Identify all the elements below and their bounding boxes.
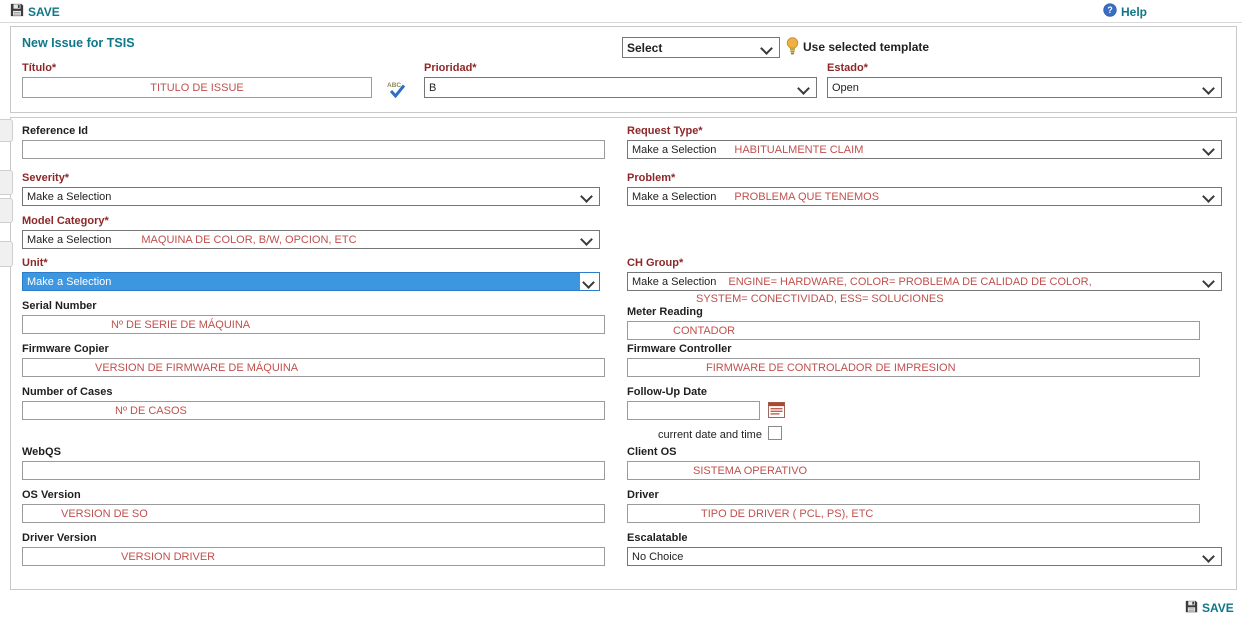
follow-up-date-label: Follow-Up Date (627, 386, 708, 398)
reference-id-label: Reference Id (22, 125, 89, 137)
save-button-top[interactable] (10, 3, 60, 20)
save-button-bottom[interactable] (1185, 600, 1234, 616)
use-template-label[interactable]: Use selected template (803, 40, 930, 54)
titulo-input[interactable]: TITULO DE ISSUE (22, 77, 372, 98)
field-firmware-copier (22, 343, 605, 377)
chevron-down-icon (797, 82, 810, 95)
titulo-label: Título* (22, 62, 57, 74)
ch-group-select[interactable]: Make a Selection ENGINE= HARDWARE, COLOR= PROBLEMA DE CALIDAD DE COLOR, (627, 272, 1222, 291)
client-os-label: Client OS (627, 446, 677, 458)
calendar-icon[interactable] (768, 401, 785, 422)
save-button-label: SAVE (1202, 601, 1234, 615)
save-button-label: SAVE (28, 4, 60, 19)
estado-select[interactable]: Open (827, 77, 1222, 98)
left-edge-tab (0, 170, 13, 195)
field-follow-up-date (627, 386, 760, 420)
chevron-down-icon (1202, 143, 1215, 156)
os-version-label: OS Version (22, 489, 81, 501)
field-firmware-controller (627, 343, 1200, 377)
chevron-down-icon (582, 276, 595, 289)
os-version-input[interactable]: VERSION DE SO (22, 504, 605, 523)
current-date-time-checkbox[interactable] (768, 426, 782, 440)
field-prioridad (424, 62, 817, 98)
problem-label: Problem* (627, 172, 676, 184)
prioridad-label: Prioridad* (424, 62, 477, 74)
field-ch-group (627, 257, 1222, 291)
svg-text:?: ? (1107, 5, 1113, 16)
template-bulb-icon[interactable] (786, 37, 799, 59)
escalatable-select[interactable]: No Choice (627, 547, 1222, 566)
firmware-controller-label: Firmware Controller (627, 343, 732, 355)
field-model-category (22, 215, 600, 249)
driver-input[interactable]: TIPO DE DRIVER ( PCL, PS), ETC (627, 504, 1200, 523)
model-category-label: Model Category* (22, 215, 109, 227)
field-os-version (22, 489, 605, 523)
current-date-time-label: current date and time (658, 429, 762, 441)
field-reference-id (22, 125, 605, 159)
field-driver-version (22, 532, 605, 566)
page-title: New Issue for TSIS (22, 36, 135, 50)
select-dropdown-button[interactable] (580, 273, 599, 290)
field-escalatable (627, 532, 1222, 566)
svg-text:ABC: ABC (387, 82, 402, 89)
field-meter-reading (627, 306, 1200, 340)
unit-label: Unit* (22, 257, 48, 269)
ch-group-annotation: ENGINE= HARDWARE, COLOR= PROBLEMA DE CALIDAD DE COLOR, (728, 275, 1092, 288)
reference-id-input[interactable] (22, 140, 605, 159)
webqs-label: WebQS (22, 446, 61, 458)
severity-label: Severity* (22, 172, 70, 184)
model-category-select[interactable]: Make a Selection MAQUINA DE COLOR, B/W, OPCION, ETC (22, 230, 600, 249)
field-client-os (627, 446, 1200, 480)
prioridad-select[interactable]: B (424, 77, 817, 98)
chevron-down-icon (1202, 82, 1215, 95)
request-type-annotation: HABITUALMENTE CLAIM (734, 143, 864, 156)
ch-group-label: CH Group* (627, 257, 684, 269)
save-floppy-icon (1185, 600, 1198, 616)
problem-annotation: PROBLEMA QUE TENEMOS (734, 190, 880, 203)
driver-label: Driver (627, 489, 659, 501)
driver-version-input[interactable]: VERSION DRIVER (22, 547, 605, 566)
number-of-cases-input[interactable]: Nº DE CASOS (22, 401, 605, 420)
meter-reading-input[interactable]: CONTADOR (627, 321, 1200, 340)
escalatable-label: Escalatable (627, 532, 688, 544)
chevron-down-icon (1202, 275, 1215, 288)
model-category-annotation: MAQUINA DE COLOR, B/W, OPCION, ETC (141, 233, 357, 246)
chevron-down-icon (760, 42, 773, 55)
unit-select[interactable]: Make a Selection (22, 272, 600, 291)
firmware-controller-input[interactable]: FIRMWARE DE CONTROLADOR DE IMPRESION (627, 358, 1200, 377)
ch-group-annotation-line2: SYSTEM= CONECTIVIDAD, ESS= SOLUCIONES (696, 293, 944, 305)
left-edge-tab (0, 198, 13, 223)
save-floppy-icon (10, 3, 24, 20)
help-icon (1103, 3, 1117, 20)
field-estado (827, 62, 1222, 98)
spellcheck-icon[interactable] (386, 80, 407, 102)
field-number-of-cases (22, 386, 605, 420)
follow-up-date-input[interactable] (627, 401, 760, 420)
field-request-type (627, 125, 1222, 159)
driver-version-label: Driver Version (22, 532, 97, 544)
firmware-copier-input[interactable]: VERSION DE FIRMWARE DE MÁQUINA (22, 358, 605, 377)
estado-label: Estado* (827, 62, 868, 74)
template-select[interactable]: Select (622, 37, 780, 58)
field-serial-number (22, 300, 605, 334)
field-problem (627, 172, 1222, 206)
field-webqs (22, 446, 605, 480)
field-titulo (22, 62, 372, 98)
firmware-copier-label: Firmware Copier (22, 343, 109, 355)
client-os-input[interactable]: SISTEMA OPERATIVO (627, 461, 1200, 480)
field-unit (22, 257, 600, 291)
serial-number-label: Serial Number (22, 300, 97, 312)
chevron-down-icon (1202, 550, 1215, 563)
number-of-cases-label: Number of Cases (22, 386, 113, 398)
severity-select[interactable]: Make a Selection (22, 187, 600, 206)
left-edge-tab (0, 241, 13, 267)
chevron-down-icon (580, 233, 593, 246)
toolbar-divider (0, 22, 1242, 23)
chevron-down-icon (1202, 190, 1215, 203)
help-button[interactable] (1103, 3, 1147, 20)
field-driver (627, 489, 1200, 523)
left-edge-tab (0, 119, 13, 142)
problem-select[interactable]: Make a Selection PROBLEMA QUE TENEMOS (627, 187, 1222, 206)
chevron-down-icon (580, 190, 593, 203)
meter-reading-label: Meter Reading (627, 306, 703, 318)
webqs-input[interactable] (22, 461, 605, 480)
field-severity (22, 172, 600, 206)
serial-number-input[interactable]: Nº DE SERIE DE MÁQUINA (22, 315, 605, 334)
request-type-select[interactable]: Make a Selection HABITUALMENTE CLAIM (627, 140, 1222, 159)
request-type-label: Request Type* (627, 125, 703, 137)
help-label: Help (1121, 4, 1148, 19)
